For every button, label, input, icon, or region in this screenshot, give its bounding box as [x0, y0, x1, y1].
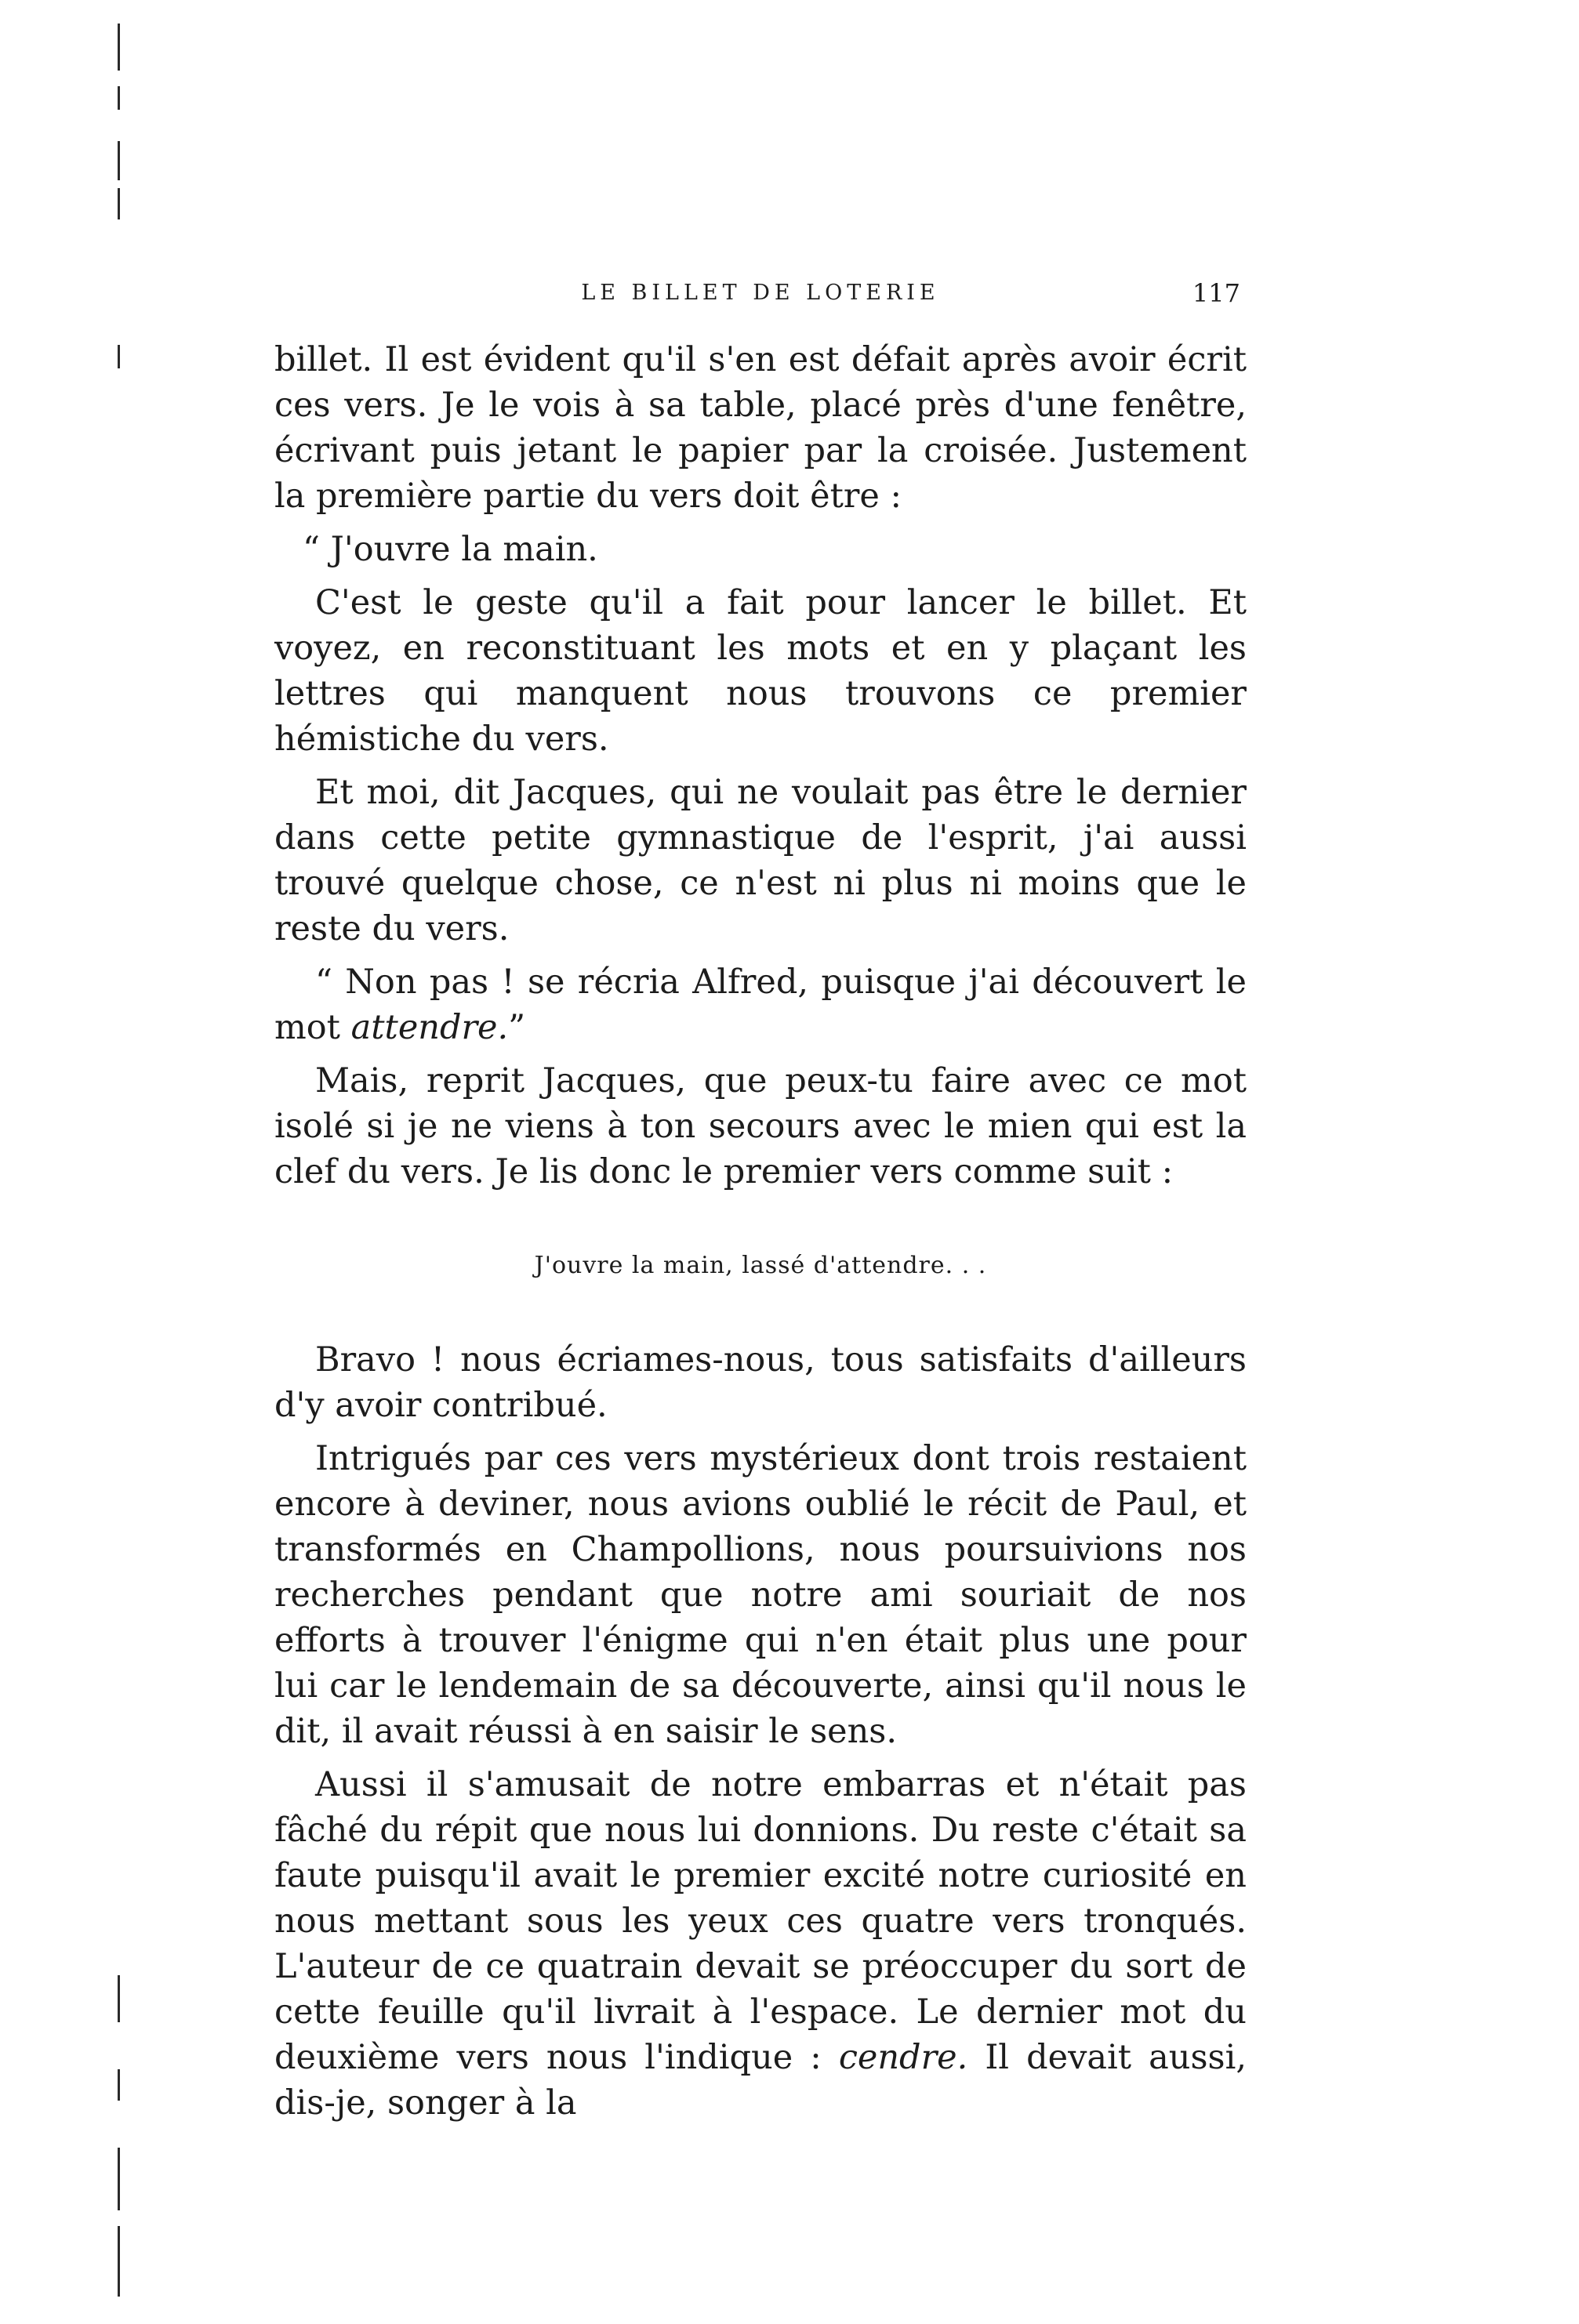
- scan-mark: [118, 2069, 120, 2101]
- paragraph: Bravo ! nous écriames-nous, tous satisfaits d'ailleurs d'y avoir contribué.: [274, 1340, 1247, 1425]
- scan-mark: [118, 2226, 120, 2297]
- paragraph: billet. Il est évident qu'il s'en est défait après avoir écrit ces vers. Je le vois à sa table, placé près d'une fenêtre, écrivant puis jetant le papier par la croisée. Justement la première partie du vers doit être :: [274, 340, 1247, 516]
- running-title: LE BILLET DE LOTERIE: [581, 281, 940, 305]
- paragraph-text: Il devait aussi, dis-je, songer à la: [274, 2038, 1247, 2123]
- italic-word: attendre.: [350, 1008, 509, 1047]
- italic-word: cendre.: [838, 2038, 968, 2077]
- scan-mark: [118, 141, 120, 180]
- scan-mark: [118, 345, 120, 368]
- scan-mark: [118, 1975, 120, 2022]
- scan-edge-marks: [118, 0, 141, 2324]
- quoted-verse: J'ouvre la main, lassé d'attendre. . .: [534, 1252, 987, 1279]
- running-head: [274, 276, 1247, 310]
- scan-mark: [118, 188, 120, 219]
- paragraph: C'est le geste qu'il a fait pour lancer le billet. Et voyez, en reconstituant les mots et en y plaçant les lettres qui manquent nous trouvons ce premier hémistiche du vers.: [274, 583, 1247, 759]
- scan-mark: [118, 24, 120, 71]
- closing-quote: ”: [508, 1008, 526, 1047]
- scan-mark: [118, 2148, 120, 2210]
- paragraph-text: Aussi il s'amusait de notre embarras et n'était pas fâché du répit que nous lui donnions. Du reste c'était sa faute puisqu'il avait le premier excité notre curiosité en nous mettant sous les yeux ces quatre vers tronqués. L'auteur de ce quatrain devait se préoccuper du sort de cette feuille qu'il livrait à l'espace. Le dernier mot du deuxième vers nous l'indique :: [274, 1765, 1247, 2077]
- paragraph: Et moi, dit Jacques, qui ne voulait pas être le dernier dans cette petite gymnastique de l'esprit, j'ai aussi trouvé quelque chose, ce n'est ni plus ni moins que le reste du vers.: [274, 773, 1247, 948]
- body-text: [274, 337, 1247, 2134]
- paragraph: [274, 1762, 1247, 2126]
- paragraph: Mais, reprit Jacques, que peux-tu faire avec ce mot isolé si je ne viens à ton secours avec le mien qui est la clef du vers. Je lis donc le premier vers comme suit :: [274, 1061, 1247, 1191]
- paragraph: Intrigués par ces vers mystérieux dont trois restaient encore à deviner, nous avions oublié le récit de Paul, et transformés en Champollions, nous poursuivions nos recherches pendant que notre ami souriait de nos efforts à trouver l'énigme qui n'en était plus une pour lui car le lendemain de sa découverte, ainsi qu'il nous le dit, il avait réussi à en saisir le sens.: [274, 1439, 1247, 1751]
- paragraph-text: “ Non pas ! se récria Alfred, puisque j'ai découvert le mot: [274, 963, 1247, 1047]
- verse-line: “ J'ouvre la main.: [303, 530, 598, 569]
- scan-mark: [118, 86, 120, 110]
- paragraph: [274, 959, 1247, 1050]
- page-number: 117: [1192, 278, 1240, 308]
